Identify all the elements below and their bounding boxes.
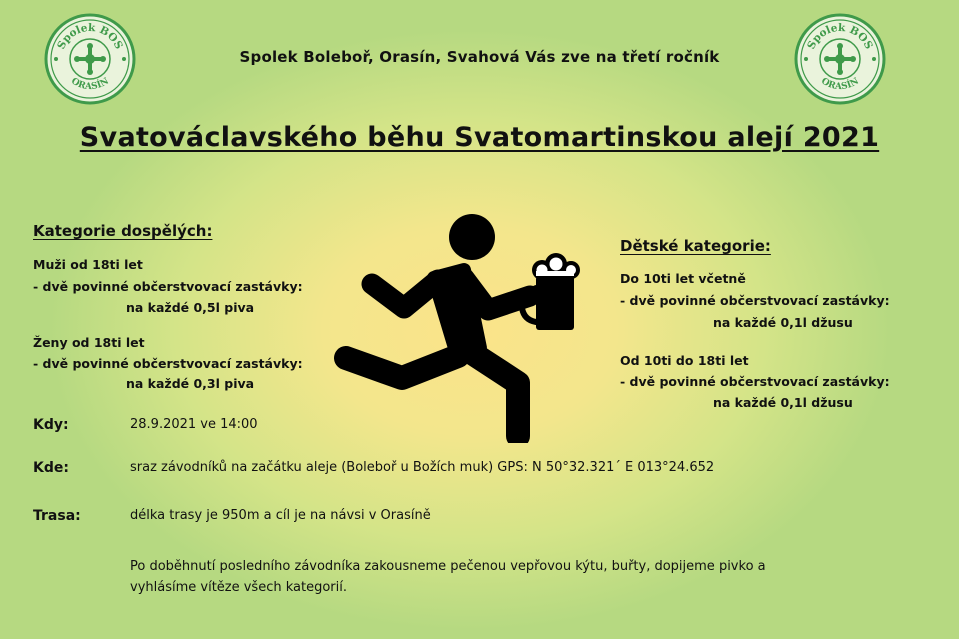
when-label: Kdy: — [33, 417, 69, 433]
men-category: Muži od 18ti let — [33, 257, 143, 272]
young-category: Do 10ti let včetně — [620, 271, 746, 286]
route-label: Trasa: — [33, 508, 81, 524]
stamp-text-top: Spolek BOS — [55, 21, 125, 52]
closing-line-2: vyhlásíme vítěze všech kategorií. — [130, 580, 347, 595]
where-value: sraz závodníků na začátku aleje (Boleboř u Božích muk) GPS: N 50°32.321´ E 013°24.652 — [130, 460, 715, 475]
children-categories-heading: Dětské kategorie: — [620, 237, 771, 255]
stamp-text-bottom: ORASÍN — [69, 76, 111, 93]
women-amount: na každé 0,3l piva — [126, 376, 255, 391]
invitation-intro: Spolek Boleboř, Orasín, Svahová Vás zve na třetí ročník — [239, 48, 720, 66]
runner-illustration — [330, 208, 590, 443]
men-amount: na každé 0,5l piva — [126, 300, 255, 315]
young-rule: - dvě povinné občerstvovací zastávky: — [620, 293, 890, 308]
stamp-text-bottom: ORASÍN — [819, 76, 861, 93]
route-value: délka trasy je 950m a cíl je na návsi v Orasíně — [130, 508, 431, 523]
young-amount: na každé 0,1l džusu — [713, 315, 853, 330]
stamp-text-top: Spolek BOS — [805, 21, 875, 52]
event-title: Svatováclavského běhu Svatomartinskou alejí 2021 — [79, 122, 880, 153]
when-value: 28.9.2021 ve 14:00 — [130, 417, 258, 432]
older-category: Od 10ti do 18ti let — [620, 353, 749, 368]
where-label: Kde: — [33, 460, 69, 476]
older-rule: - dvě povinné občerstvovací zastávky: — [620, 374, 890, 389]
women-category: Ženy od 18ti let — [33, 335, 145, 350]
men-rule: - dvě povinné občerstvovací zastávky: — [33, 279, 303, 294]
closing-line-1: Po doběhnutí posledního závodníka zakousneme pečenou vepřovou kýtu, buřty, dopijeme pivko a — [130, 559, 766, 574]
women-rule: - dvě povinné občerstvovací zastávky: — [33, 356, 303, 371]
runner-with-beer-icon — [330, 208, 590, 443]
older-amount: na každé 0,1l džusu — [713, 395, 853, 410]
adult-categories-heading: Kategorie dospělých: — [33, 222, 213, 240]
